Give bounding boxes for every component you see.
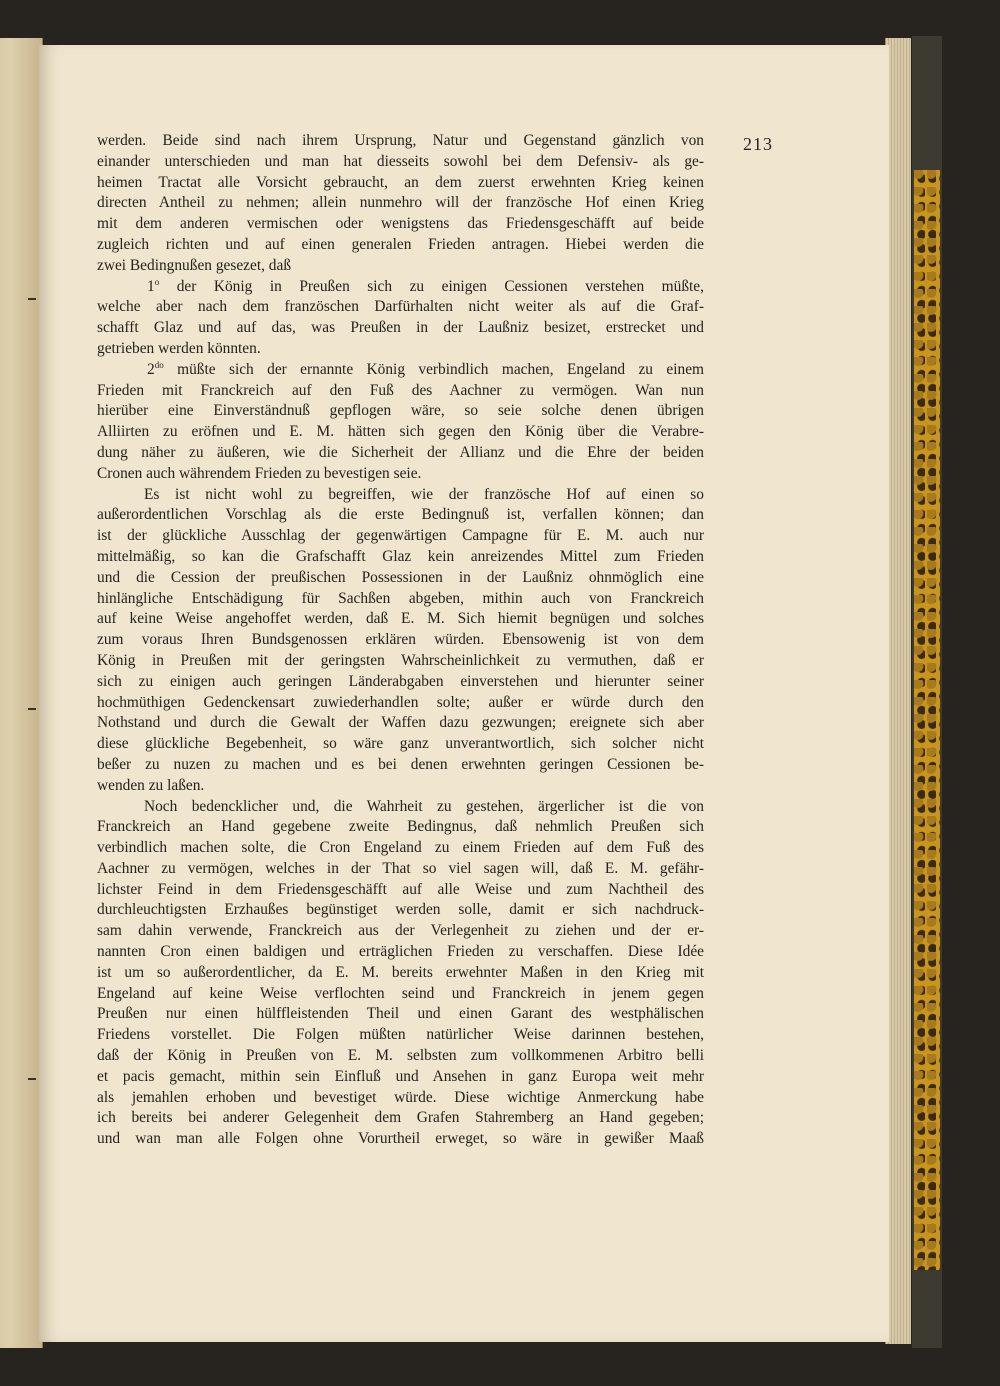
text-line: auf keine Weise angehoffet werden, daß E. M. Sich hiemit begnügen und solches bbox=[97, 610, 704, 628]
text-line: daß der König in Preußen von E. M. selbsten zum vollkommenen Arbitro belli bbox=[97, 1047, 704, 1065]
list-marker: $2^{do}$ bbox=[147, 359, 164, 378]
text-line: et pacis gemacht, mithin sein Einfluß und Ansehen in ganz Europa weit mehr bbox=[97, 1067, 704, 1085]
text-line: 1$^o$ der König in Preußen sich zu einigen Cessionen verstehen müßte, bbox=[147, 276, 704, 295]
text-line: Franckreich an Hand gegebene zweite Bedingnus, daß nehmlich Preußen sich bbox=[97, 818, 704, 836]
text-line: ich bereits bei anderer Gelegenheit dem Grafen Stahremberg an Hand gegeben; bbox=[97, 1109, 704, 1127]
text-line: und die Cession der preußischen Possessionen in der Laußniz ohnmöglich eine bbox=[97, 568, 704, 586]
text-line: Aachner zu vermögen, welches in der That so viel sagen will, daß E. M. gefähr- bbox=[97, 859, 704, 877]
text-line: diese glückliche Begebenheit, so wäre ganz unverantwortlich, sich solcher nicht bbox=[97, 735, 704, 753]
text-line: hochmüthigen Gedenckensart zuwiederhandlen solte; außer er würde durch den bbox=[97, 693, 704, 711]
text-line: außerordentlichen Vorschlag als die erste Bedingnuß ist, verfallen können; dan bbox=[97, 506, 704, 524]
text-line: ist der glückliche Ausschlag der gegenwärtigen Campagne für E. M. auch nur bbox=[97, 527, 704, 545]
text-line: wenden zu laßen. bbox=[97, 776, 205, 794]
text-line: Es ist nicht wohl zu begreiffen, wie der französche Hof auf einen so bbox=[144, 485, 704, 503]
text-line: hinlängliche Entschädigung für Sachßen abgeben, mithin auch von Franckreich bbox=[97, 589, 704, 607]
text-line: sam dahin verwende, Franckreich aus der Verlegenheit zu ziehen und der er- bbox=[97, 922, 704, 940]
text-line: Friedens vorstellet. Die Folgen müßten natürlicher Weise darinnen bestehen, bbox=[97, 1026, 704, 1044]
ink-mark bbox=[28, 298, 36, 300]
text-line: ist um so außerordentlicher, da E. M. bereits erwehnter Maßen in den Krieg mit bbox=[97, 963, 704, 981]
list-marker: 1$^o$ bbox=[147, 276, 160, 295]
text-line: sich zu einigen auch geringen Länderabgaben einverstehen und hierunter seiner bbox=[97, 672, 704, 690]
ink-mark bbox=[28, 708, 36, 710]
text-line: als jemahlen erhoben und bevestiget würde. Diese wichtige Anmerckung habe bbox=[97, 1088, 704, 1106]
text-line: heimen Tractat alle Vorsicht gebraucht, an dem zuerst erwehnten Krieg keinen bbox=[97, 173, 704, 191]
ink-mark bbox=[28, 1078, 36, 1080]
text-line: und wan man alle Folgen ohne Vorurtheil erweget, so wäre in gewißer Maaß bbox=[97, 1130, 704, 1148]
left-page-edge bbox=[0, 38, 43, 1348]
text-line: zum voraus Ihren Bundsgenossen erklären würden. Ebensowenig ist von dem bbox=[97, 631, 704, 649]
text-line: lichster Feind in dem Friedensgeschäfft auf alle Weise und zum Nachtheil des bbox=[97, 880, 704, 898]
text-line: verbindlich machen solte, die Cron Engeland zu einem Frieden auf dem Fuß des bbox=[97, 839, 704, 857]
text-line: zwei Bedingnußen gesezet, daß bbox=[97, 256, 292, 274]
text-line: Preußen nur einen hülffleistenden Theil und einen Garant des westphälischen bbox=[97, 1005, 704, 1023]
text-line: Cronen auch währendem Frieden zu bevestigen seie. bbox=[97, 464, 422, 482]
text-line: welche aber nach dem französchen Darfürhalten nicht weiter als auf die Graf- bbox=[97, 298, 704, 316]
text-line: Noch bedencklicher und, die Wahrheit zu gestehen, ärgerlicher ist die von bbox=[144, 797, 704, 815]
text-line: Alliirten zu eröfnen und E. M. hätten sich gegen den König über die Verabre- bbox=[97, 423, 704, 441]
text-line: directen Antheil zu nehmen; allein nunmehro will der französche Hof einen Krieg bbox=[97, 194, 704, 212]
text-line: $2^{do}$ müßte sich der ernannte König verbindlich machen, Engeland zu einem bbox=[147, 359, 704, 378]
text-line: durchleuchtigsten Erzhaußes begünstiget werden solle, damit er sich nachdruck- bbox=[97, 901, 704, 919]
text-line: mit dem anderen vermischen oder wenigstens das Friedensgeschäfft auf beide bbox=[97, 215, 704, 233]
text-line: beßer zu nuzen zu machen und es bei denen erwehnten geringen Cessionen be- bbox=[97, 755, 704, 773]
page-number: 213 bbox=[743, 134, 773, 154]
text-line: hierüber eine Einverständnuß gepflogen wäre, so seie solche denen übrigen bbox=[97, 402, 704, 420]
text-line: Frieden mit Franckreich auf den Fuß des Aachner zu vermögen. Wan nun bbox=[97, 381, 704, 399]
text-line: dung näher zu äußeren, wie die Sicherheit der Allianz und die Ehre der beiden bbox=[97, 443, 704, 461]
marbled-cover bbox=[914, 170, 940, 1270]
text-line: nannten Cron einen baldigen und erträglichen Frieden zu verschaffen. Diese Idée bbox=[97, 943, 704, 961]
text-line: König in Preußen mit der geringsten Wahrscheinlichkeit zu vermuthen, daß er bbox=[97, 651, 704, 669]
text-line: mittelmäßig, so kan die Grafschafft Glaz kein anreizendes Mittel zum Frieden bbox=[97, 547, 704, 565]
page-body-text bbox=[97, 131, 704, 1150]
page-edges bbox=[885, 38, 912, 1344]
text-line: getrieben werden könnten. bbox=[97, 339, 261, 357]
text-line: zugleich richten und auf einen generalen Frieden antragen. Hiebei werden die bbox=[97, 235, 704, 253]
text-line: werden. Beide sind nach ihrem Ursprung, Natur und Gegenstand gänzlich von bbox=[97, 132, 704, 149]
text-line: schafft Glaz und auf das, was Preußen in der Laußniz besizet, erstrecket und bbox=[97, 319, 704, 337]
text-line: Engeland auf keine Weise verflochten seind und Franckreich in jenem gegen bbox=[97, 984, 704, 1002]
text-line: Nothstand und durch die Gewalt der Waffen dazu gezwungen; ereignete sich aber bbox=[97, 714, 704, 732]
text-line: einander unterschieden und man hat diesseits sowohl bei dem Defensiv- als ge- bbox=[97, 152, 704, 170]
